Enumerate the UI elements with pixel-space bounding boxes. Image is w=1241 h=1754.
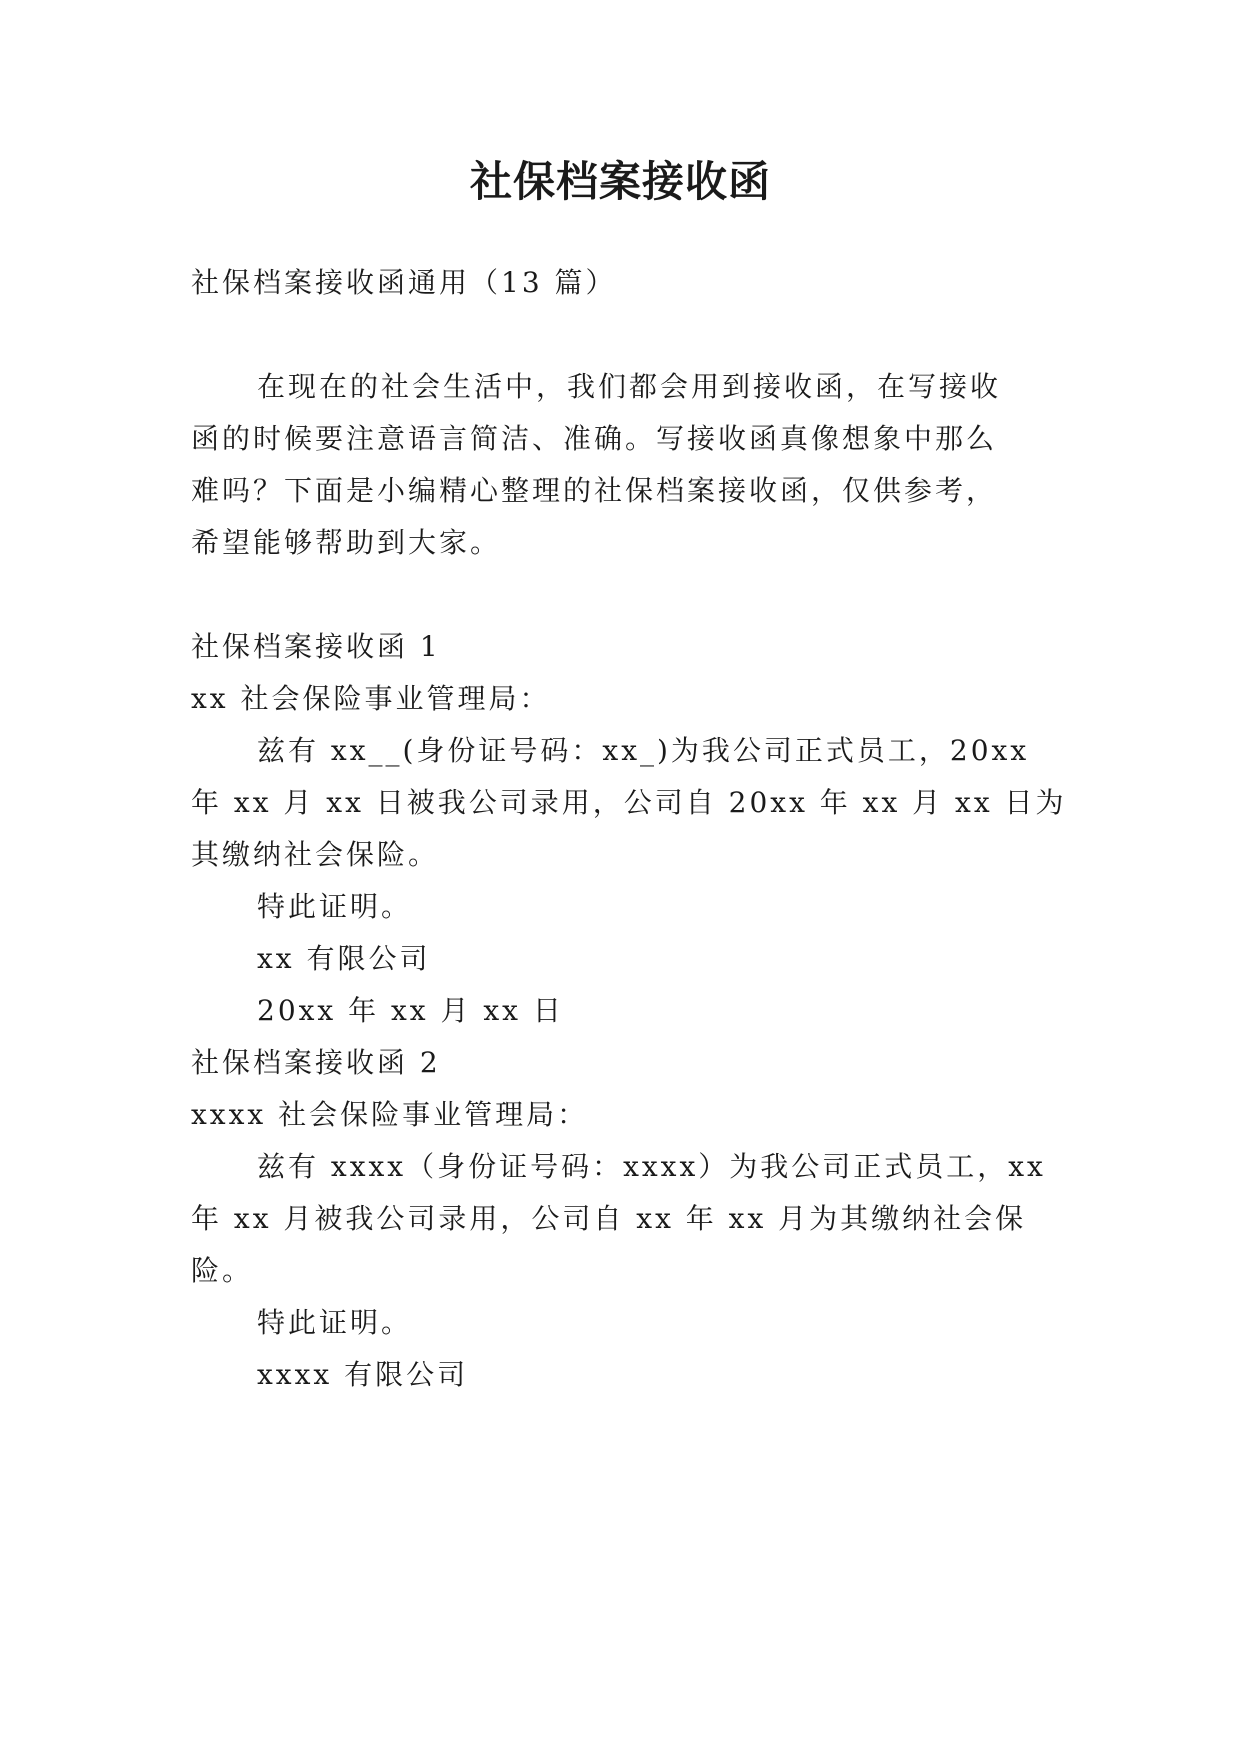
intro-line-4: 希望能够帮助到大家。 — [191, 526, 502, 559]
letter2-closing: 特此证明。 — [257, 1306, 413, 1339]
intro-line-3: 难吗？下面是小编精心整理的社保档案接收函，仅供参考， — [191, 474, 998, 507]
letter2-body-line-3: 险。 — [191, 1254, 254, 1287]
letter1-body-line-3: 其缴纳社会保险。 — [191, 838, 440, 871]
letter2-heading: 社保档案接收函 2 — [191, 1046, 441, 1079]
letter2-body-line-2: 年 xx 月被我公司录用，公司自 xx 年 xx 月为其缴纳社会保 — [191, 1202, 1027, 1235]
letter1-date: 20xx 年 xx 月 xx 日 — [257, 994, 564, 1027]
intro-line-1: 在现在的社会生活中，我们都会用到接收函，在写接收 — [257, 370, 1002, 403]
letter1-addressee: xx 社会保险事业管理局： — [191, 682, 551, 715]
letter1-body-line-1: 兹有 xx__(身份证号码：xx_)为我公司正式员工，20xx — [257, 734, 1030, 767]
letter1-heading: 社保档案接收函 1 — [191, 630, 441, 663]
letter1-body-line-2: 年 xx 月 xx 日被我公司录用，公司自 20xx 年 xx 月 xx 日为 — [191, 786, 1067, 819]
letter1-company: xx 有限公司 — [257, 942, 431, 975]
letter2-company: xxxx 有限公司 — [257, 1358, 469, 1391]
letter1-closing: 特此证明。 — [257, 890, 413, 923]
document-subtitle: 社保档案接收函通用（13 篇） — [191, 266, 617, 299]
intro-line-2: 函的时候要注意语言简洁、准确。写接收函真像想象中那么 — [191, 422, 998, 455]
letter2-addressee: xxxx 社会保险事业管理局： — [191, 1098, 589, 1131]
document-title: 社保档案接收函 — [469, 157, 771, 206]
letter2-body-line-1: 兹有 xxxx（身份证号码：xxxx）为我公司正式员工，xx — [257, 1150, 1046, 1183]
